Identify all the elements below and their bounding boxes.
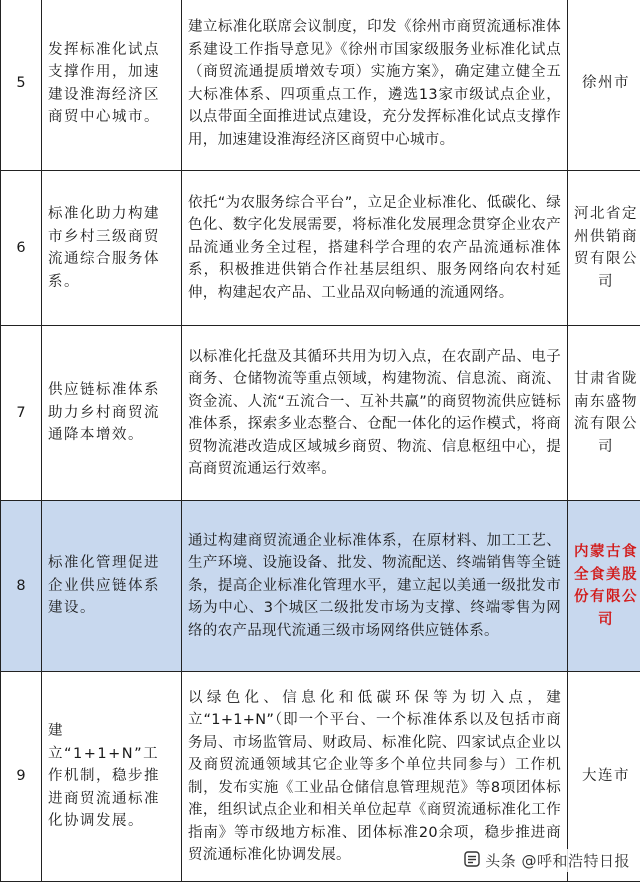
case-content: 以标准化托盘及其循环共用为切入点，在农副产品、电子商务、仓储物流等重点领域，构建物流、信息流、商流、资金流、人流“五流合一、互补共赢”的商贸物流供应链标准体系，探索多业态整合、仓配一体化的运作模式，将商贸物流港改造成区域城乡商贸、物流、信息枢纽中心，提高商贸流通运行效率。: [182, 326, 568, 501]
case-content: 依托“为农服务综合平台”，立足企业标准化、低碳化、绿色化、数字化发展需要，将标准化发展理念贯穿企业农产品流通业务全过程，搭建科学合理的农产品流通标准体系，积极推进供销合作社基层组织、服务网络向农村延伸，构建起农产品、工业品双向畅通的流通网络。: [182, 171, 568, 326]
table-row: [1, 0, 640, 171]
case-title: 供应链标准体系助力乡村商贸流通降本增效。: [42, 326, 182, 501]
row-number: 8: [1, 501, 42, 672]
watermark-text: 头条 @呼和浩特日报: [485, 850, 630, 871]
case-organization: 甘肃省陇南东盛物流有限公司: [568, 326, 640, 501]
case-content: 建立标准化联席会议制度，印发《徐州市商贸流通标准体系建设工作指导意见》《徐州市国家级服务业标准化试点（商贸流通提质增效专项）实施方案》，确定建立健全五大标准体系、四项重点工作，遴选13家市级试点企业，以点带面全面推进试点建设，充分发挥标准化试点支撑作用，加速建设淮海经济区商贸中心城市。: [182, 0, 568, 171]
case-organization: 大连市: [568, 672, 640, 882]
toutiao-logo-icon: [464, 851, 480, 871]
case-title: 发挥标准化试点支撑作用，加速建设淮海经济区商贸中心城市。: [42, 0, 182, 171]
case-organization: 徐州市: [568, 0, 640, 171]
case-title: 标准化助力构建市乡村三级商贸流通综合服务体系。: [42, 171, 182, 326]
table-row-highlighted: [1, 501, 640, 672]
case-organization: 河北省定州供销商贸有限公司: [568, 171, 640, 326]
table-row: [1, 171, 640, 326]
case-title: 建立“1+1+N”工作机制，稳步推进商贸流通标准化协调发展。: [42, 672, 182, 882]
watermark: [460, 849, 634, 872]
case-content: 以绿色化、信息化和低碳环保等为切入点，建立“1+1+N”（即一个平台、一个标准体系以及包括市商务局、市场监管局、财政局、标准化院、四家试点企业以及商贸流通领域其它企业等多个单位共同参与）工作机制，发布实施《工业品仓储信息管理规范》等8项团体标准，组织试点企业和相关单位起草《商贸流通标准化工作指南》等市级地方标准、团体标准20余项，稳步推进商贸流通标准化协调发展。: [182, 672, 568, 882]
row-number: 6: [1, 171, 42, 326]
case-organization: 内蒙古食全食美股份有限公司: [568, 501, 640, 672]
row-number: 7: [1, 326, 42, 501]
row-number: 9: [1, 672, 42, 882]
case-title: 标准化管理促进企业供应链体系建设。: [42, 501, 182, 672]
case-content: 通过构建商贸流通企业标准体系，在原材料、加工工艺、生产环境、设施设备、批发、物流配送、终端销售等全链条，提高企业标准化管理水平，建立起以美通一级批发市场为中心、3个城区二级批发市场为支撑、终端零售为网络的农产品现代流通三级市场网络供应链体系。: [182, 501, 568, 672]
row-number: 5: [1, 0, 42, 171]
table-row: [1, 326, 640, 501]
